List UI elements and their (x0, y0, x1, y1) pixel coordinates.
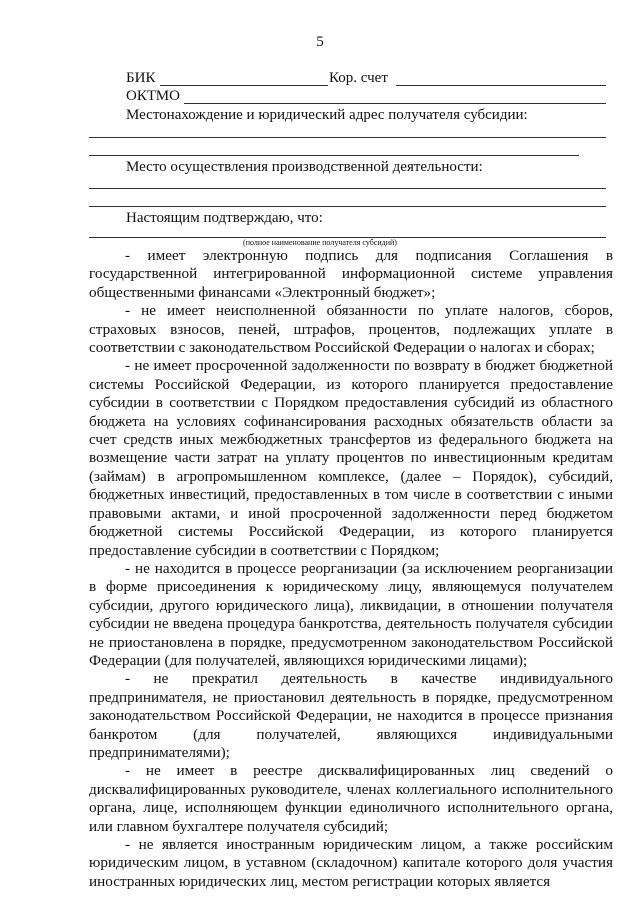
bik-label: БИК (126, 70, 156, 86)
confirm-label: Настоящим подтверждаю, что: (126, 210, 323, 226)
kor-account-blank-line (396, 85, 606, 86)
activity-blank-line-1 (89, 188, 606, 189)
confirmation-list (89, 247, 613, 891)
bik-blank-line (160, 85, 328, 86)
activity-blank-line-2 (89, 206, 606, 207)
oktmo-label: ОКТМО (126, 88, 180, 104)
confirmation-item: - не находится в процессе реорганизации (за исключением реорганизации в форме присоединения к юридическому лицу, являющемуся получателем субсидии, другого юридического лица), ликвидации, в отношении получателя субсидии не введена процедура банкротства, деятельность получателя субсидии не приостановлена в порядке, предусмотренном законодательством Российской Федерации (для получателей, являющихся юридическими лицами); (89, 559, 613, 669)
oktmo-blank-line (184, 103, 606, 104)
confirmation-item: - не прекратил деятельность в качестве индивидуального предпринимателя, не приостановил деятельность в порядке, предусмотренном законодательством Российской Федерации, не находится в процессе признания банкротом (для получателей, являющихся индивидуальными предпринимателями); (89, 670, 613, 761)
address-blank-line-2 (89, 155, 579, 156)
address-blank-line-1 (89, 137, 606, 138)
page-number: 5 (316, 34, 324, 50)
confirmation-item: - не имеет неисполненной обязанности по уплате налогов, сборов, страховых взносов, пеней, штрафов, процентов, подлежащих уплате в соответствии с законодательством Российской Федерации о налогах и сборах; (89, 302, 613, 357)
confirmation-item: - не имеет в реестре дисквалифицированных лиц сведений о дисквалифицированных руководителе, членах коллегиального исполнительного органа, лице, исполняющем функции единоличного исполнительного органа, или главном бухгалтере получателя субсидий; (89, 762, 613, 835)
confirmation-item: - не имеет просроченной задолженности по возврату в бюджет бюджетной системы Российской Федерации, из которого планируется предоставление субсидии в соответствии с Порядком предоставления субсидий из областного бюджета на условиях софинансирования расходных обязательств области за счет средств иных межбюджетных трансфертов из федерального бюджета на возмещение части затрат на уплату процентов по инвестиционным кредитам (займам) в агропромышленном комплексе, (далее – Порядок), субсидий, бюджетных инвестиций, предоставленных в том числе в соответствии с иными правовыми актами, и иной просроченной задолженности перед бюджетом бюджетной системы Российской Федерации, из которого планируется предоставление субсидии в соответствии с Порядком; (89, 357, 613, 559)
activity-label: Место осуществления производственной деятельности: (126, 159, 483, 175)
address-label: Местонахождение и юридический адрес получателя субсидии: (126, 107, 528, 123)
confirmation-item: - имеет электронную подпись для подписания Соглашения в государственной интегрированной информационной системе управления общественными финансами «Электронный бюджет»; (89, 247, 613, 301)
confirmation-item: - не является иностранным юридическим лицом, а также российским юридическим лицом, в уставном (складочном) капитале которого доля участия иностранных юридических лиц, местом регистрации которых является (89, 836, 613, 890)
recipient-name-caption: (полное наименование получателя субсидий) (243, 238, 397, 247)
kor-account-label: Кор. счет (329, 70, 388, 86)
